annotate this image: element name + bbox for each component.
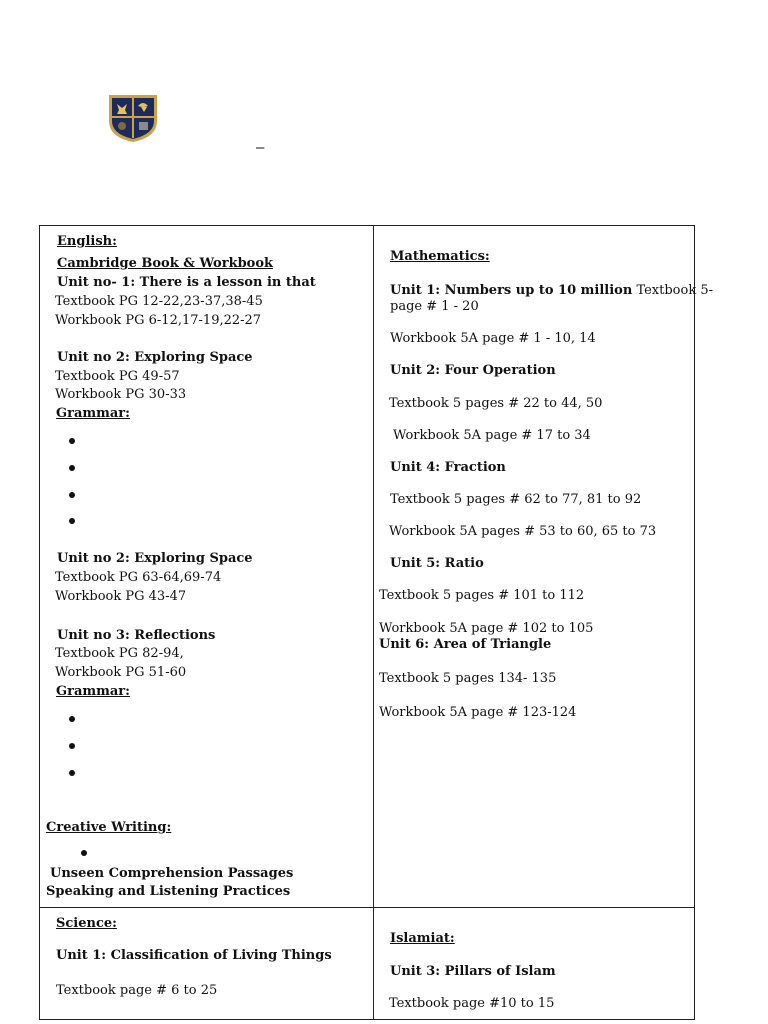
english-unit1-title: Unit no- 1: There is a lesson in that: [57, 275, 316, 290]
english-unit2b-textbook: Textbook PG 63-64,69-74: [55, 570, 222, 585]
science-unit1-textbook: Textbook page # 6 to 25: [56, 983, 218, 998]
english-unit3-title: Unit no 3: Reflections: [57, 628, 216, 643]
english-unit2b-title: Unit no 2: Exploring Space: [57, 551, 253, 566]
school-crest-logo: [107, 93, 159, 143]
math-unit1-line: [390, 283, 713, 299]
english-book: Cambridge Book & Workbook: [57, 256, 274, 271]
english-grammar-heading-1: Grammar:: [56, 406, 130, 421]
bullet: [69, 743, 75, 749]
column-divider: [373, 225, 374, 1020]
islamiat-unit3-title: Unit 3: Pillars of Islam: [390, 964, 556, 979]
english-unit2-textbook: Textbook PG 49-57: [55, 369, 180, 384]
math-unit4-workbook: Workbook 5A pages # 53 to 60, 65 to 73: [389, 524, 657, 539]
english-grammar-heading-2: Grammar:: [56, 684, 130, 699]
math-unit2-textbook: Textbook 5 pages # 22 to 44, 50: [389, 396, 603, 411]
math-unit5-textbook: Textbook 5 pages # 101 to 112: [379, 588, 585, 603]
math-unit1-textbook-a: Textbook 5-: [636, 283, 713, 298]
header-dash: –: [256, 139, 265, 156]
english-unit2-title: Unit no 2: Exploring Space: [57, 350, 253, 365]
english-unit2-workbook: Workbook PG 30-33: [55, 387, 187, 402]
math-unit1-title: Unit 1: Numbers up to 10 million: [390, 283, 633, 298]
creative-writing-heading: Creative Writing:: [46, 820, 172, 835]
math-unit1-workbook: Workbook 5A page # 1 - 10, 14: [390, 331, 596, 346]
english-comprehension: Unseen Comprehension Passages: [50, 866, 294, 881]
math-unit6-workbook: Workbook 5A page # 123-124: [379, 705, 577, 720]
row-divider: [39, 907, 695, 908]
math-unit2-workbook: Workbook 5A page # 17 to 34: [393, 428, 591, 443]
english-unit2b-workbook: Workbook PG 43-47: [55, 589, 187, 604]
math-heading: Mathematics:: [390, 249, 490, 264]
bullet: [69, 438, 75, 444]
math-unit4-title: Unit 4: Fraction: [390, 460, 506, 475]
math-unit1-textbook-b: page # 1 - 20: [390, 299, 479, 314]
math-unit6-textbook: Textbook 5 pages 134- 135: [379, 671, 557, 686]
bullet: [69, 716, 75, 722]
english-unit1-textbook: Textbook PG 12-22,23-37,38-45: [55, 294, 263, 309]
bullet: [69, 492, 75, 498]
english-heading: English:: [57, 234, 117, 249]
islamiat-heading: Islamiat:: [390, 931, 455, 946]
math-unit4-textbook: Textbook 5 pages # 62 to 77, 81 to 92: [390, 492, 642, 507]
syllabus-table: [39, 225, 695, 1020]
english-unit3-workbook: Workbook PG 51-60: [55, 665, 187, 680]
science-heading: Science:: [56, 916, 117, 931]
english-unit3-textbook: Textbook PG 82-94,: [55, 646, 184, 661]
bullet: [69, 465, 75, 471]
bullet: [69, 518, 75, 524]
bullet: [69, 770, 75, 776]
english-speaking: Speaking and Listening Practices: [46, 884, 291, 899]
islamiat-unit3-textbook: Textbook page #10 to 15: [389, 996, 555, 1011]
math-unit5-workbook: Workbook 5A page # 102 to 105: [379, 621, 594, 636]
science-unit1-title: Unit 1: Classification of Living Things: [56, 948, 332, 963]
math-unit2-title: Unit 2: Four Operation: [390, 363, 556, 378]
math-unit6-title: Unit 6: Area of Triangle: [379, 637, 552, 652]
bullet: [81, 850, 87, 856]
english-unit1-workbook: Workbook PG 6-12,17-19,22-27: [55, 313, 262, 328]
math-unit5-title: Unit 5: Ratio: [390, 556, 484, 571]
